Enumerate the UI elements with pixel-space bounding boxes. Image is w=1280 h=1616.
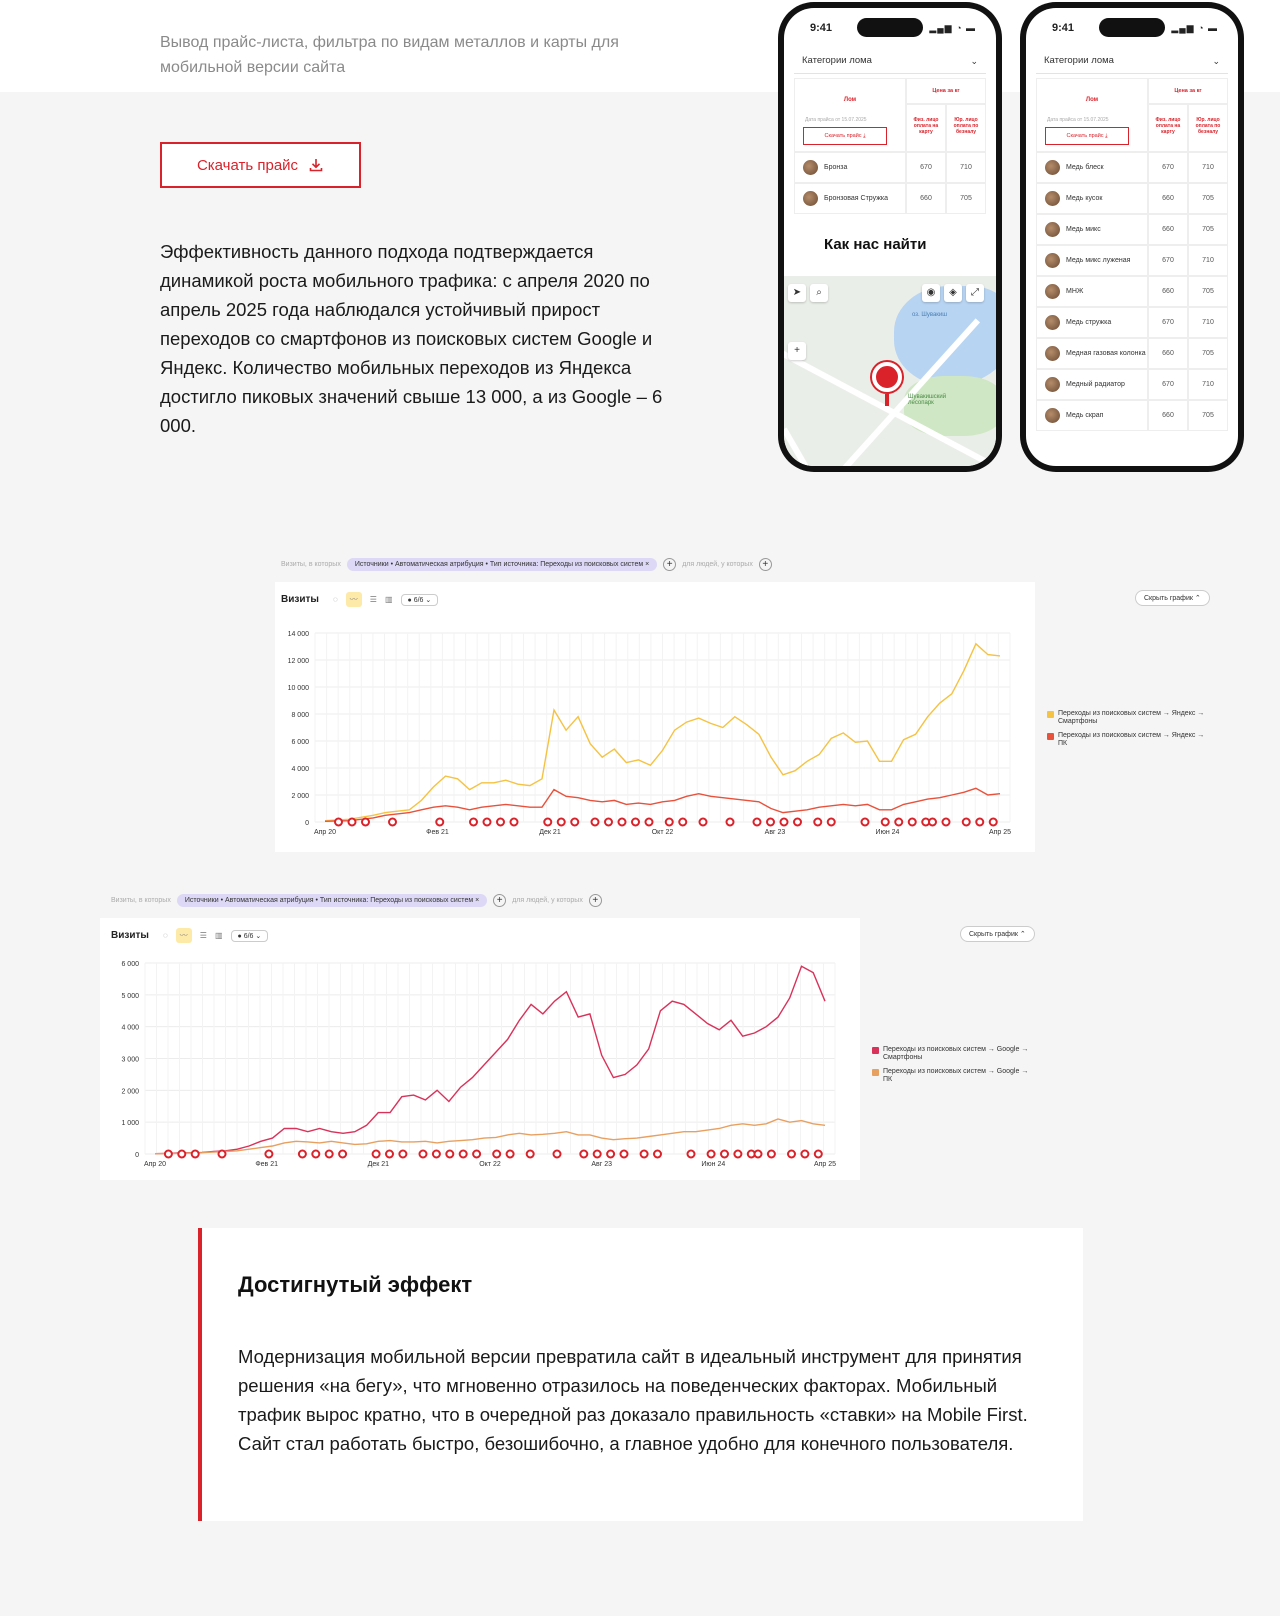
annotation-marker[interactable]: [882, 819, 889, 826]
refresh-icon[interactable]: ◌: [333, 595, 338, 604]
zoom-in-icon[interactable]: +: [788, 342, 806, 360]
x-tick-label: Апр 20: [313, 829, 337, 836]
annotation-marker[interactable]: [507, 1151, 514, 1158]
x-tick-label: Апр 20: [143, 1161, 167, 1168]
chart-title: Визиты: [111, 930, 149, 941]
x-tick-label: Дек 21: [539, 829, 561, 836]
locate-icon[interactable]: ➤: [788, 284, 806, 302]
annotation-marker[interactable]: [666, 819, 673, 826]
metal-name: Медь кусок: [1066, 195, 1103, 202]
col-fiz: Физ. лицо оплата на карту: [906, 104, 946, 152]
annotation-marker[interactable]: [943, 819, 950, 826]
price-row-name-cell: [1036, 338, 1148, 369]
price-fiz: 660: [1148, 276, 1188, 307]
metal-thumbnail: [1045, 408, 1060, 423]
category-select[interactable]: [794, 48, 986, 74]
y-tick-label: 5 000: [121, 992, 139, 1000]
chart-legend: [1047, 710, 1207, 754]
y-tick-label: 8 000: [291, 712, 309, 719]
legend-checkbox[interactable]: [1047, 711, 1054, 718]
location-pin-tail: [885, 394, 889, 406]
y-tick-label: 6 000: [291, 739, 309, 746]
map-search-icon[interactable]: ⌕: [810, 284, 828, 302]
category-select[interactable]: [1036, 48, 1228, 74]
close-icon[interactable]: ×: [645, 560, 650, 568]
line-chart-yandex: [275, 582, 1035, 852]
metal-name: Медь микс: [1066, 226, 1101, 233]
price-row-name-cell: [1036, 276, 1148, 307]
annotation-marker[interactable]: [708, 1151, 715, 1158]
annotation-marker[interactable]: [299, 1151, 306, 1158]
price-row: [1036, 369, 1228, 400]
price-row-name-cell: [1036, 307, 1148, 338]
chart-panel: [100, 918, 860, 1180]
legend-item[interactable]: [872, 1046, 1032, 1062]
stacked-chart-icon[interactable]: ☰: [199, 931, 207, 940]
annotation-marker[interactable]: [386, 1151, 393, 1158]
filter-prefix: Визиты, в которых: [111, 896, 171, 904]
annotation-marker[interactable]: [679, 819, 686, 826]
x-tick-label: Фев 21: [255, 1161, 279, 1168]
annotation-marker[interactable]: [688, 1151, 695, 1158]
price-yur: 705: [1188, 214, 1228, 245]
annotation-marker[interactable]: [473, 1151, 480, 1158]
x-tick-label: Окт 22: [479, 1161, 501, 1168]
y-tick-label: 12 000: [287, 658, 309, 665]
header-price-cell: [1148, 78, 1228, 152]
price-table-header: [794, 78, 986, 152]
price-yur: 705: [946, 183, 986, 214]
price-yur: 705: [1188, 183, 1228, 214]
annotation-marker[interactable]: [700, 819, 707, 826]
annotation-marker[interactable]: [265, 1151, 272, 1158]
annotation-marker[interactable]: [460, 1151, 467, 1158]
metal-thumbnail: [1045, 377, 1060, 392]
legend-item[interactable]: [872, 1068, 1032, 1084]
find-us-heading: Как нас найти: [824, 236, 926, 253]
annotation-marker[interactable]: [544, 819, 551, 826]
image-caption: Вывод прайс-листа, фильтра по видам металлов и карты для мобильной версии сайта: [160, 34, 619, 76]
header-price-cell: [906, 78, 986, 152]
fullscreen-icon[interactable]: ⤢: [966, 284, 984, 302]
col-lom: Лом: [1085, 97, 1099, 103]
segment-filter-bar: [111, 892, 602, 908]
annotation-marker[interactable]: [801, 1151, 808, 1158]
x-tick-label: Июн 24: [701, 1161, 726, 1168]
price-yur: 710: [1188, 307, 1228, 338]
annotation-marker[interactable]: [554, 1151, 561, 1158]
annotation-marker[interactable]: [470, 819, 477, 826]
annotation-marker[interactable]: [619, 819, 626, 826]
annotation-marker[interactable]: [594, 1151, 601, 1158]
annotation-marker[interactable]: [727, 819, 734, 826]
annotation-marker[interactable]: [781, 819, 788, 826]
chart-title: Визиты: [281, 594, 319, 605]
annotation-marker[interactable]: [571, 819, 578, 826]
bar-chart-icon[interactable]: ▥: [214, 931, 223, 940]
price-row: [1036, 307, 1228, 338]
metal-name: Бронзовая Стружка: [824, 195, 888, 202]
annotation-marker[interactable]: [592, 819, 599, 826]
line-chart-google: [100, 918, 860, 1180]
annotation-marker[interactable]: [734, 1151, 741, 1158]
metal-thumbnail: [1045, 253, 1060, 268]
legend-label: Переходы из поисковых систем → Google → Смартфоны: [883, 1046, 1029, 1061]
phone-mockup-1: [778, 2, 1002, 472]
x-tick-label: Июн 24: [875, 829, 900, 836]
line-chart-icon[interactable]: 〰: [176, 928, 192, 943]
price-table-header: [1036, 78, 1228, 152]
price-yur: 710: [946, 152, 986, 183]
price-row-name-cell: [794, 183, 906, 214]
annotation-marker[interactable]: [963, 819, 970, 826]
col-yur: Юр. лицо оплата по безналу: [946, 104, 986, 152]
annotation-marker[interactable]: [484, 819, 491, 826]
annotation-marker[interactable]: [768, 1151, 775, 1158]
effect-title: Достигнутый эффект: [238, 1272, 473, 1297]
annotation-marker[interactable]: [794, 819, 801, 826]
x-tick-label: Апр 25: [813, 1161, 837, 1168]
col-lom: Лом: [843, 97, 857, 103]
price-row-name-cell: [1036, 245, 1148, 276]
mini-download-button[interactable]: Скачать прайс ⤓: [803, 127, 887, 145]
price-row: [1036, 152, 1228, 183]
price-row: [1036, 338, 1228, 369]
map-label-park: Шувакишский лесопарк: [908, 394, 947, 406]
annotation-marker[interactable]: [788, 1151, 795, 1158]
annotation-marker[interactable]: [420, 1151, 427, 1158]
filter-suffix: для людей, у которых: [512, 896, 583, 904]
annotation-marker[interactable]: [814, 819, 821, 826]
map[interactable]: [784, 276, 996, 466]
annotation-marker[interactable]: [192, 1151, 199, 1158]
stacked-chart-icon[interactable]: ☰: [369, 595, 377, 604]
effect-card: [198, 1228, 1083, 1521]
price-row-name-cell: [1036, 152, 1148, 183]
chart-panel: [275, 582, 1035, 852]
traffic-icon[interactable]: ◉: [922, 284, 940, 302]
legend-checkbox[interactable]: [872, 1047, 879, 1054]
annotation-marker[interactable]: [219, 1151, 226, 1158]
metrica-widget-yandex: [275, 556, 1225, 856]
y-tick-label: 0: [135, 1152, 139, 1159]
annotation-marker[interactable]: [165, 1151, 172, 1158]
chart-legend: [872, 1046, 1032, 1090]
download-icon: [308, 157, 324, 173]
col-price: Цена за кг: [906, 78, 986, 104]
x-tick-label: Фев 21: [426, 829, 449, 836]
metal-thumbnail: [1045, 284, 1060, 299]
annotation-marker[interactable]: [862, 819, 869, 826]
price-date: Дата прайса от 15.07.2025: [1047, 117, 1109, 123]
price-fiz: 670: [1148, 369, 1188, 400]
price-yur: 705: [1188, 338, 1228, 369]
add-condition-icon[interactable]: +: [589, 894, 602, 907]
annotation-marker[interactable]: [621, 1151, 628, 1158]
price-row-name-cell: [1036, 214, 1148, 245]
price-fiz: 670: [1148, 152, 1188, 183]
annotation-marker[interactable]: [580, 1151, 587, 1158]
annotation-marker[interactable]: [976, 819, 983, 826]
phone-screen-2: [1026, 8, 1238, 466]
segment-filter-bar: [281, 556, 772, 572]
phone-notch: [857, 18, 923, 37]
annotation-marker[interactable]: [446, 1151, 453, 1158]
phone-mockup-2: [1020, 2, 1244, 472]
y-tick-label: 14 000: [287, 631, 309, 638]
metal-thumbnail: [1045, 191, 1060, 206]
status-icons: ▂▄▆ ◔ ▬: [929, 23, 976, 33]
annotation-marker[interactable]: [312, 1151, 319, 1158]
location-pin-icon[interactable]: [872, 362, 902, 392]
metal-name: Бронза: [824, 164, 848, 171]
status-time: 9:41: [810, 22, 833, 34]
x-tick-label: Апр 25: [988, 829, 1012, 836]
price-fiz: 660: [1148, 183, 1188, 214]
mini-download-label: Скачать прайс: [824, 133, 862, 139]
hide-chart-button[interactable]: Скрыть график ⌃: [1135, 590, 1210, 606]
price-row: [1036, 400, 1228, 431]
category-select-label: Категории лома: [1044, 55, 1114, 66]
annotation-marker[interactable]: [767, 819, 774, 826]
price-row: [794, 183, 986, 214]
price-table: [794, 78, 986, 214]
price-yur: 705: [1188, 276, 1228, 307]
filter-prefix: Визиты, в которых: [281, 560, 341, 568]
line-chart-icon[interactable]: 〰: [346, 592, 362, 607]
annotation-marker[interactable]: [721, 1151, 728, 1158]
header-lom-cell: [1036, 78, 1148, 152]
annotation-marker[interactable]: [326, 1151, 333, 1158]
legend-label: Переходы из поисковых систем → Яндекс → ПК: [1058, 732, 1205, 747]
traffic-paragraph: Эффективность данного подхода подтверждается динамикой роста мобильного трафика: с апреля 2020 по апрель 2025 года наблюдался устойчивый прирост переходов со смартфонов из поисковых систем Google и Яндекс. Количество мобильных переходов из Яндекса достигло пиковых значений свыше 13 000, а из Google – 6 000.: [160, 241, 663, 436]
annotation-marker[interactable]: [178, 1151, 185, 1158]
price-fiz: 660: [906, 183, 946, 214]
x-tick-label: Авг 23: [591, 1161, 613, 1168]
price-fiz: 660: [1148, 400, 1188, 431]
add-filter-icon[interactable]: +: [663, 558, 676, 571]
y-tick-label: 6 000: [121, 961, 139, 968]
annotation-marker[interactable]: [558, 819, 565, 826]
price-fiz: 660: [1148, 214, 1188, 245]
annotation-marker[interactable]: [632, 819, 639, 826]
annotation-marker[interactable]: [895, 819, 902, 826]
price-yur: 710: [1188, 369, 1228, 400]
category-select-label: Категории лома: [802, 55, 872, 66]
phone-notch: [1099, 18, 1165, 37]
annotation-marker[interactable]: [399, 1151, 406, 1158]
col-fiz: Физ. лицо оплата на карту: [1148, 104, 1188, 152]
refresh-icon[interactable]: ◌: [163, 931, 168, 940]
metal-name: Медный радиатор: [1066, 381, 1125, 388]
add-condition-icon[interactable]: +: [759, 558, 772, 571]
annotation-marker[interactable]: [815, 1151, 822, 1158]
legend-label: Переходы из поисковых систем → Google → ПК: [883, 1068, 1029, 1083]
metal-name: МНЖ: [1066, 288, 1084, 295]
status-icons: ▂▄▆ ◔ ▬: [1171, 23, 1218, 33]
price-yur: 710: [1188, 152, 1228, 183]
x-tick-label: Окт 22: [651, 829, 674, 836]
layers-icon[interactable]: ◈: [944, 284, 962, 302]
annotation-marker[interactable]: [339, 1151, 346, 1158]
annotation-marker[interactable]: [755, 1151, 762, 1158]
y-tick-label: 4 000: [121, 1024, 139, 1032]
price-row-name-cell: [794, 152, 906, 183]
price-row: [1036, 276, 1228, 307]
annotation-marker[interactable]: [527, 1151, 534, 1158]
metal-thumbnail: [1045, 222, 1060, 237]
annotation-marker[interactable]: [828, 819, 835, 826]
filter-suffix: для людей, у которых: [682, 560, 753, 568]
y-tick-label: 1 000: [121, 1120, 139, 1128]
y-tick-label: 2 000: [291, 793, 309, 800]
metal-thumbnail: [1045, 160, 1060, 175]
metal-name: Медь микс луженая: [1066, 257, 1131, 264]
chevron-down-icon: ⌄: [970, 56, 978, 66]
price-fiz: 660: [1148, 338, 1188, 369]
legend-checkbox[interactable]: [1047, 733, 1054, 740]
hide-chart-button[interactable]: Скрыть график ⌃: [960, 926, 1035, 942]
x-tick-label: Авг 23: [764, 829, 786, 836]
mini-download-label: Скачать прайс: [1066, 133, 1104, 139]
series-count-dropdown[interactable]: ● 6/6 ⌄: [231, 930, 269, 942]
x-tick-label: Дек 21: [367, 1161, 390, 1168]
chevron-down-icon: ⌄: [1212, 56, 1220, 66]
annotation-marker[interactable]: [433, 1151, 440, 1158]
price-row: [1036, 183, 1228, 214]
add-filter-icon[interactable]: +: [493, 894, 506, 907]
price-row-name-cell: [1036, 183, 1148, 214]
annotation-marker[interactable]: [349, 819, 356, 826]
series-count-dropdown[interactable]: ● 6/6 ⌄: [401, 594, 439, 606]
annotation-marker[interactable]: [646, 819, 653, 826]
annotation-marker[interactable]: [436, 819, 443, 826]
y-tick-label: 10 000: [287, 685, 309, 692]
price-fiz: 670: [1148, 307, 1188, 338]
y-tick-label: 2 000: [121, 1088, 139, 1096]
annotation-marker[interactable]: [909, 819, 916, 826]
annotation-marker[interactable]: [990, 819, 997, 826]
annotation-marker[interactable]: [641, 1151, 648, 1158]
price-row: [1036, 245, 1228, 276]
status-time: 9:41: [1052, 22, 1075, 34]
metal-name: Медная газовая колонка: [1066, 350, 1146, 357]
annotation-marker[interactable]: [362, 819, 369, 826]
metal-name: Медь стружка: [1066, 319, 1112, 326]
price-row-name-cell: [1036, 400, 1148, 431]
price-yur: 705: [1188, 400, 1228, 431]
annotation-marker[interactable]: [607, 1151, 614, 1158]
annotation-marker[interactable]: [497, 819, 504, 826]
phone-screen-1: [784, 8, 996, 466]
y-tick-label: 0: [305, 820, 309, 827]
col-yur: Юр. лицо оплата по безналу: [1188, 104, 1228, 152]
legend-item[interactable]: [1047, 732, 1207, 748]
annotation-marker[interactable]: [493, 1151, 500, 1158]
map-label-lake: оз. Шувакиш: [912, 312, 948, 318]
annotation-marker[interactable]: [654, 1151, 661, 1158]
price-date: Дата прайса от 15.07.2025: [805, 117, 867, 123]
close-icon[interactable]: ×: [475, 896, 480, 904]
bar-chart-icon[interactable]: ▥: [384, 595, 393, 604]
annotation-marker[interactable]: [929, 819, 936, 826]
metrica-widget-google: [105, 892, 1055, 1192]
effect-text: Модернизация мобильной версии превратила сайт в идеальный инструмент для принятия решения «на бегу», что мгновенно отразилось на поведенческих факторах. Мобильный трафик вырос кратно, что в очередной раз доказало правильность «ставки» на Mobile First. Сайт стал работать быстро, безошибочно, а главное удобно для конечного пользователя.: [238, 1346, 1028, 1454]
legend-item[interactable]: [1047, 710, 1207, 726]
metal-thumbnail: [1045, 346, 1060, 361]
filter-chip[interactable]: Источники • Автоматическая атрибуция • Тип источника: Переходы из поисковых систем ×: [177, 894, 487, 907]
legend-label: Переходы из поисковых систем → Яндекс → Смартфоны: [1058, 710, 1205, 725]
metal-thumbnail: [803, 191, 818, 206]
annotation-marker[interactable]: [373, 1151, 380, 1158]
download-price-label: Скачать прайс: [196, 156, 299, 174]
mini-download-button[interactable]: Скачать прайс ⤓: [1045, 127, 1129, 145]
price-row-name-cell: [1036, 369, 1148, 400]
legend-checkbox[interactable]: [872, 1069, 879, 1076]
download-price-button[interactable]: [160, 142, 361, 188]
price-fiz: 670: [906, 152, 946, 183]
annotation-marker[interactable]: [389, 819, 396, 826]
price-row: [794, 152, 986, 183]
price-yur: 710: [1188, 245, 1228, 276]
price-table: [1036, 78, 1228, 431]
price-fiz: 670: [1148, 245, 1188, 276]
y-tick-label: 3 000: [121, 1056, 139, 1064]
header-lom-cell: [794, 78, 906, 152]
metal-name: Медь скрап: [1066, 412, 1104, 419]
metal-thumbnail: [803, 160, 818, 175]
annotation-marker[interactable]: [511, 819, 518, 826]
col-price: Цена за кг: [1148, 78, 1228, 104]
filter-chip[interactable]: Источники • Автоматическая атрибуция • Тип источника: Переходы из поисковых систем ×: [347, 558, 657, 571]
metal-name: Медь блеск: [1066, 164, 1104, 171]
metal-thumbnail: [1045, 315, 1060, 330]
annotation-marker[interactable]: [605, 819, 612, 826]
annotation-marker[interactable]: [335, 819, 342, 826]
annotation-marker[interactable]: [754, 819, 761, 826]
price-row: [1036, 214, 1228, 245]
y-tick-label: 4 000: [291, 766, 309, 773]
